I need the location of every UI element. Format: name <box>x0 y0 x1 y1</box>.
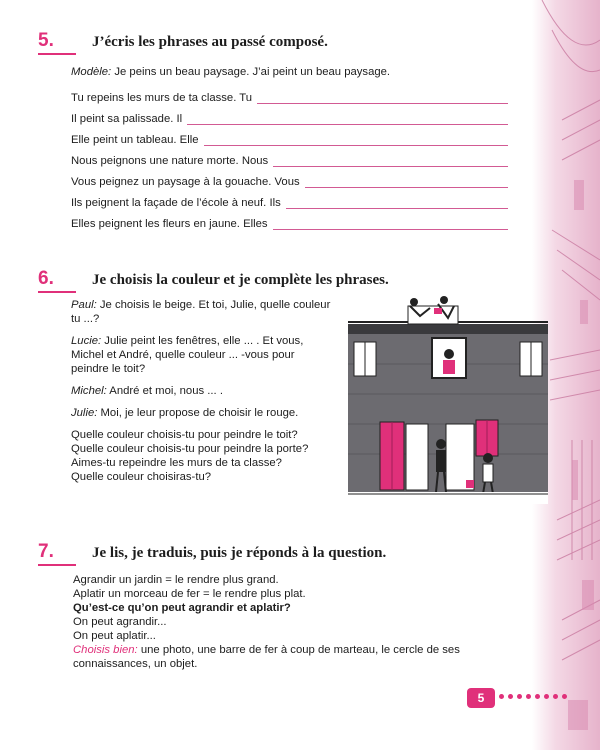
exercise-6 <box>38 268 508 508</box>
dialogue-text: André et moi, nous ... . <box>106 385 223 397</box>
dot <box>526 694 531 699</box>
exercise-title: Je choisis la couleur et je complète les phrases. <box>92 272 389 288</box>
exercise-7 <box>38 541 508 671</box>
sentence-prompt: Il peint sa palissade. Il <box>71 113 183 125</box>
speaker-name: Lucie: <box>71 335 102 347</box>
exercise-body <box>73 573 508 671</box>
fill-in-row <box>71 92 508 104</box>
dialogue-line <box>71 406 333 420</box>
exercise-title: Je lis, je traduis, puis je réponds à la question. <box>92 545 387 561</box>
sentence-prompt: Elles peignent les fleurs en jaune. Elles <box>71 218 268 230</box>
dot <box>517 694 522 699</box>
answer-blank[interactable] <box>257 92 508 104</box>
sentence-prompt: Tu repeins les murs de ta classe. Tu <box>71 92 253 104</box>
dialogue-line <box>71 334 333 376</box>
dot <box>499 694 504 699</box>
exercise-5 <box>38 30 508 239</box>
model-label: Modèle: <box>71 66 112 78</box>
dialogue-text: Je choisis le beige. Et toi, Julie, quelle couleur tu ...? <box>71 299 331 325</box>
question: Qu’est-ce qu’on peut agrandir et aplatir? <box>73 602 291 614</box>
decorative-dots <box>499 694 567 699</box>
question: Quelle couleur choisis-tu pour peindre la porte? <box>71 443 309 455</box>
dialogue-line <box>71 298 333 326</box>
question: Quelle couleur choisis-tu pour peindre le toit? <box>71 429 298 441</box>
fill-in-row <box>71 134 508 146</box>
choices-text: une photo, une barre de fer à coup de marteau, le cercle de ses connaissances, un objet. <box>73 644 460 670</box>
sentence-prompt: Nous peignons une nature morte. Nous <box>71 155 269 167</box>
house-painting-illustration <box>348 294 548 514</box>
answer-blank[interactable] <box>187 113 508 125</box>
page-number-badge: 5 <box>467 688 495 708</box>
text-line: Agrandir un jardin = le rendre plus grand. <box>73 574 279 586</box>
answer-line: On peut aplatir... <box>73 630 156 642</box>
fill-in-row <box>71 218 508 230</box>
dialogue-block <box>71 298 333 484</box>
choices-line <box>73 643 508 671</box>
answer-blank[interactable] <box>204 134 509 146</box>
question: Aimes-tu repeindre les murs de ta classe? <box>71 457 282 469</box>
sentence-prompt: Vous peignez un paysage à la gouache. Vous <box>71 176 300 188</box>
dot <box>562 694 567 699</box>
text-line: Aplatir un morceau de fer = le rendre plus plat. <box>73 588 306 600</box>
dot <box>544 694 549 699</box>
dot <box>553 694 558 699</box>
fill-in-row <box>71 176 508 188</box>
answer-blank[interactable] <box>273 155 508 167</box>
fill-in-row <box>71 155 508 167</box>
model-sentence <box>71 66 508 78</box>
model-text: Je peins un beau paysage. J’ai peint un beau paysage. <box>111 66 391 78</box>
speaker-name: Julie: <box>71 407 98 419</box>
speaker-name: Michel: <box>71 385 107 397</box>
speaker-name: Paul: <box>71 299 97 311</box>
answer-line: On peut agrandir... <box>73 616 167 628</box>
exercise-number: 5. <box>38 30 70 52</box>
answer-blank[interactable] <box>273 218 508 230</box>
choices-label: Choisis bien: <box>73 644 138 656</box>
exercise-title: J’écris les phrases au passé composé. <box>92 34 328 50</box>
dialogue-text: Julie peint les fenêtres, elle ... . Et vous, Michel et André, quelle couleur ... -vous pour peindre le toit? <box>71 335 304 375</box>
fill-in-row <box>71 197 508 209</box>
exercise-number: 6. <box>38 268 70 290</box>
sentence-prompt: Ils peignent la façade de l’école à neuf. Ils <box>71 197 281 209</box>
dialogue-line <box>71 384 333 398</box>
exercise-number: 7. <box>38 541 70 563</box>
dot <box>535 694 540 699</box>
answer-blank[interactable] <box>305 176 508 188</box>
dialogue-text: Moi, je leur propose de choisir le rouge. <box>97 407 299 419</box>
question: Quelle couleur choisiras-tu? <box>71 471 212 483</box>
sentence-prompt: Elle peint un tableau. Elle <box>71 134 199 146</box>
dot <box>508 694 513 699</box>
fill-in-row <box>71 113 508 125</box>
answer-blank[interactable] <box>286 197 508 209</box>
